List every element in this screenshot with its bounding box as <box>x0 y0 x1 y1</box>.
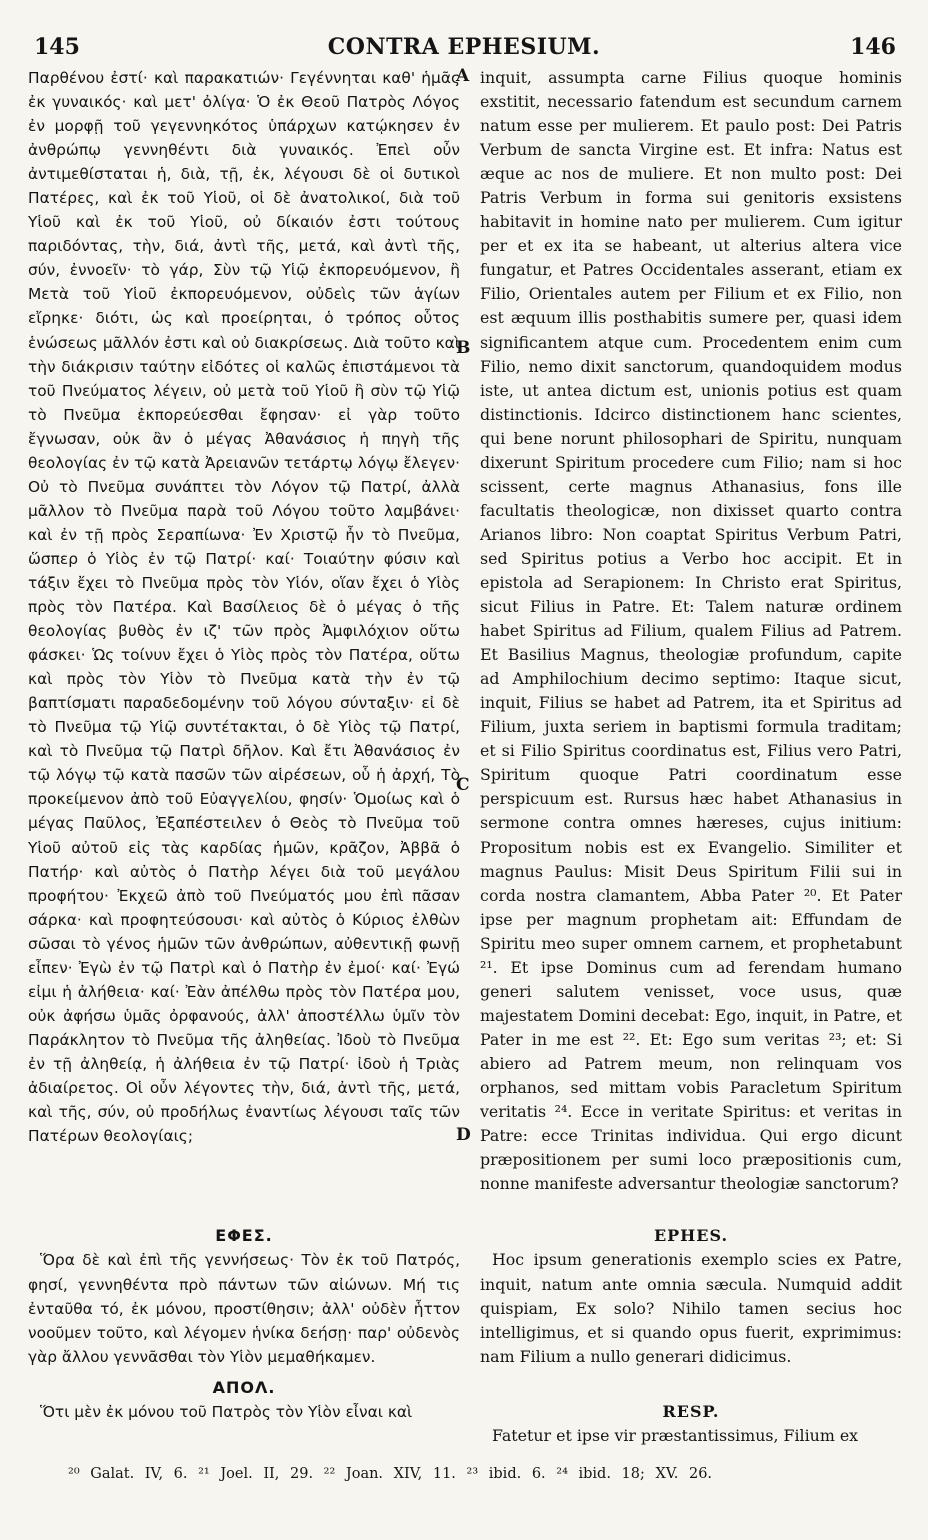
greek-main-text: Παρθένου ἐστί· καὶ παρακατιών· Γεγέννηται καθ' ἡμᾶς ἐκ γυναικός· καὶ μετ' ὀλίγα· Ὁ ἐκ Θεοῦ Πατρὸς Λόγος ἐν μορφῇ τοῦ γεγεννηκότος ὑπάρχων κατῴκησεν ἐν ἀνθρώπῳ γεννηθέντι διὰ γυναικός. Ἐπεὶ οὖν ἀντιμεθίσταται ἡ, διὰ, τῇ, ἐκ, λέγουσι δὲ οἱ δυτικοὶ Πατέρες, καὶ ἐκ τοῦ Υἱοῦ, οἱ δὲ ἀνατολικοί, διὰ τοῦ Υἱοῦ καὶ ἐκ τοῦ Υἱοῦ, οὐ δίκαιόν ἐστι τούτους παριδόντας, τὴν, διά, ἀντὶ τῆς, μετά, καὶ ἀντὶ τῆς, σύν, ἐννοεῖν· τὸ γάρ, Σὺν τῷ Υἱῷ ἐκπορευόμενον, ἢ Μετὰ τοῦ Υἱοῦ ἐκπορευόμενον, οὐδεὶς τῶν ἁγίων εἴρηκε· διότι, ὡς καὶ προείρηται, ὁ τρόπος οὗτος ἑνώσεως μᾶλλόν ἐστι καὶ οὐ διακρίσεως. Διὰ τοῦτο καὶ τὴν διάκρισιν ταύτην εἰδότες οἱ καλῶς ἐπιστάμενοι τὰ τοῦ Πνεύματος λέγειν, οὐ μετὰ τοῦ Υἱοῦ ἢ σὺν τῷ Υἱῷ τὸ Πνεῦμα ἐκπορεύεσθαι ἔφησαν· εἰ γὰρ τοῦτο ἔγνωσαν, οὐκ ἂν ὁ μέγας Ἀθανάσιος ἡ πηγὴ τῆς θεολογίας ἐν τῷ κατὰ Ἀρειανῶν τετάρτῳ λόγῳ ἔλεγεν· Οὐ τὸ Πνεῦμα συνάπτει τὸν Λόγον τῷ Πατρί, ἀλλὰ μᾶλλον τὸ Πνεῦμα παρὰ τοῦ Λόγου τοῦτο λαμβάνει· καὶ ἐν τῇ πρὸς Σεραπίωνα· Ἐν Χριστῷ ἦν τὸ Πνεῦμα, ὥσπερ ὁ Υἱὸς ἐν τῷ Πατρί· καί· Τοιαύτην φύσιν καὶ τάξιν ἔχει τὸ Πνεῦμα πρὸς τὸν Υἱόν, οἵαν ἔχει ὁ Υἱὸς πρὸς τὸν Πατέρα. Καὶ Βασίλειος δὲ ὁ μέγας ὁ τῆς θεολογίας βυθὸς ἐν ιζ' τῶν πρὸς Ἀμφιλόχιον οὕτω φάσκει· Ὡς τοίνυν ἔχει ὁ Υἱὸς πρὸς τὸν Πατέρα, οὕτω καὶ πρὸς τὸν Υἱὸν τὸ Πνεῦμα κατὰ τὴν ἐν τῷ βαπτίσματι παραδεδομένην τοῦ λόγου σύνταξιν· εἰ δὲ τὸ Πνεῦμα τῷ Υἱῷ συντέτακται, ὁ δὲ Υἱὸς τῷ Πατρί, καὶ τὸ Πνεῦμα τῷ Πατρὶ δῆλον. Καὶ ἔτι Ἀθανάσιος ἐν τῷ λόγῳ τῷ κατὰ πασῶν τῶν αἱρέσεων, οὗ ἡ ἀρχή, Τὸ προκείμενον ἀπὸ τοῦ Εὐαγγελίου, φησίν· Ὁμοίως καὶ ὁ μέγας Παῦλος, Ἐξαπέστειλεν ὁ Θεὸς τὸ Πνεῦμα τοῦ Υἱοῦ αὐτοῦ εἰς τὰς καρδίας ἡμῶν, κρᾶζον, Ἀββᾶ ὁ Πατήρ· καὶ αὐτὸς ὁ Πατὴρ λέγει διὰ τοῦ μεγάλου προφήτου· Ἐκχεῶ ἀπὸ τοῦ Πνεύματός μου ἐπὶ πᾶσαν σάρκα· καὶ προφητεύσουσι· καὶ αὐτὸς ὁ Κύριος ἐλθὼν σῶσαι τὸ γένος ἡμῶν τῶν ἀνθρώπων, αὐθεντικῇ φωνῇ εἶπεν· Ἐγὼ ἐν τῷ Πατρὶ καὶ ὁ Πατὴρ ἐν ἐμοί· καί· Ἐγώ εἰμι ἡ ἀλήθεια· καί· Ἐὰν ἀπέλθω πρὸς τὸν Πατέρα μου, οὐκ ἀφήσω ὑμᾶς ὀρφανούς, ἀλλ' ἀποστέλλω ὑμῖν τὸν Παράκλητον τὸ Πνεῦμα τῆς ἀληθείας. Ἰδοὺ τὸ Πνεῦμα ἐν τῇ ἀληθείᾳ, ἡ ἀλήθεια ἐν τῷ Πατρί· ἰδοὺ ἡ Τριὰς ἀδιαίρετος. Οἱ οὖν λέγοντες τὴν, διά, ἀντὶ τῆς, μετά, καὶ τῆς, σύν, οὐ προδήλως ἐναντίως λέγουσι ταῖς τῶν Πατέρων θεολογίαις; <box>28 69 460 1146</box>
margin-letter-d: D <box>456 1125 471 1145</box>
page-number-right: 146 <box>850 34 896 60</box>
latin-section-heading-resp: RESP. <box>662 1401 720 1421</box>
greek-section-heading-apol: ΑΠΟΛ. <box>212 1377 276 1397</box>
greek-section-heading-ephes: ΕΦΕΣ. <box>215 1226 273 1245</box>
page-number-left: 145 <box>34 34 80 60</box>
page-header <box>30 34 898 68</box>
margin-letter-b: B <box>456 338 471 358</box>
latin-section-heading-ephes: EPHES. <box>653 1226 729 1245</box>
greek-sections <box>28 1224 460 1424</box>
latin-section-text-resp: Fatetur et ipse vir præstantissimus, Filium ex <box>492 1426 859 1446</box>
running-title: CONTRA EPHESIUM. <box>327 34 601 60</box>
latin-column <box>480 66 902 1196</box>
margin-letter-c: C <box>456 775 470 795</box>
margin-letter-a: A <box>456 66 470 86</box>
latin-section-text-ephes: Hoc ipsum generationis exemplo scies ex Patre, inquit, natum ante omnia sæcula. Numquid addit quispiam, Ex solo? Nihilo tamen secius hoc intelligimus, et si quando opus fuerit, exprimimus: nam Filium a nullo generari didicimus. <box>480 1250 902 1367</box>
latin-sections <box>480 1224 902 1448</box>
footnotes: ²⁰ Galat. IV, 6. ²¹ Joel. II, 29. ²² Joan. XIV, 11. ²³ ibid. 6. ²⁴ ibid. 18; XV. 26. <box>68 1466 713 1482</box>
greek-section-text-ephes: Ὅρα δὲ καὶ ἐπὶ τῆς γεννήσεως· Τὸν ἐκ τοῦ Πατρός, φησί, γεννηθέντα πρὸ πάντων τῶν αἰώνων. Μή τις ἐνταῦθα τό, ἐκ μόνου, προστίθησιν; ἀλλ' οὐδὲν ἧττον νοοῦμεν τοῦτο, καὶ λέγομεν ἡνίκα δεήσῃ· παρ' οὐδενὸς γὰρ ἄλλου γεννᾶσθαι τὸν Υἱὸν μεμαθήκαμεν. <box>28 1251 460 1367</box>
greek-section-text-apol: Ὅτι μὲν ἐκ μόνου τοῦ Πατρὸς τὸν Υἱὸν εἶναι καὶ <box>40 1403 413 1422</box>
greek-column <box>28 66 460 1148</box>
latin-main-text: inquit, assumpta carne Filius quoque hominis exstitit, necessario fatendum est secundum carnem natum esse per mulierem. Et paulo post: Dei Patris Verbum de sancta Virgine est. Et infra: Natus est æque ac nos de muliere. Et non multo post: Dei Patris Verbum in forma sui genitoris exsistens habitavit in homine nato per mulierem. Cum igitur per et ex ita se habeant, ut alterius altera vice fungatur, et Patres Occidentales asserant, etiam ex Filio, Orientales autem per Filium et ex Filio, non est æquum illis posthabitis sumere per, quasi idem significantem atque cum. Procedentem enim cum Filio, nemo dixit sanctorum, quandoquidem modus iste, ut antea dictum est, unionis potius est quam distinctionis. Idcirco distinctionem hanc scientes, qui bene norunt philosophari de Spiritu, nunquam dixerunt Spiritum procedere cum Filio; nam si hoc scissent, certe magnus Athanasius, fons ille facultatis theologicæ, non dixisset quarto contra Arianos libro: Non coaptat Spiritus Verbum Patri, sed Spiritus potius a Verbo hoc accipit. Et in epistola ad Serapionem: In Christo erat Spiritus, sicut Filius in Patre. Et: Talem naturæ ordinem habet Spiritus ad Filium, qualem Filius ad Patrem. Et Basilius Magnus, theologiæ profundum, capite ad Amphilochium decimo septimo: Itaque sicut, inquit, Filius se habet ad Patrem, ita et Spiritus ad Filium, juxta seriem in baptismi formula traditam; et si Filio Spiritus coordinatus est, Filius vero Patri, Spiritum quoque Patri coordinatum esse perspicuum est. Rursus hæc habet Athanasius in sermone contra omnes hæreses, cujus initium: Propositum nobis est ex Evangelio. Similiter et magnus Paulus: Misit Deus Spiritum Filii sui in corda nostra clamantem, Abba Pater ²⁰. Et Pater ipse per magnum prophetam ait: Effundam de Spiritu meo super omnem carnem, et prophetabunt ²¹. Et ipse Dominus cum ad ferendam humano generi salutem venisset, voce usus, quæ majestatem Domini decebat: Ego, inquit, in Patre, et Pater in me est ²². Et: Ego sum veritas ²³; et: Si abiero ad Patrem meum, non relinquam vos orphanos, sed mittam vobis Paracletum Spiritum veritatis ²⁴. Ecce in veritate Spiritus: et veritas in Patre: ecce Trinitas individua. Qui ergo dicunt præpositionem per sumi loco præpositionis cum, nonne manifeste adversantur theologiæ sanctorum? <box>480 68 902 1194</box>
